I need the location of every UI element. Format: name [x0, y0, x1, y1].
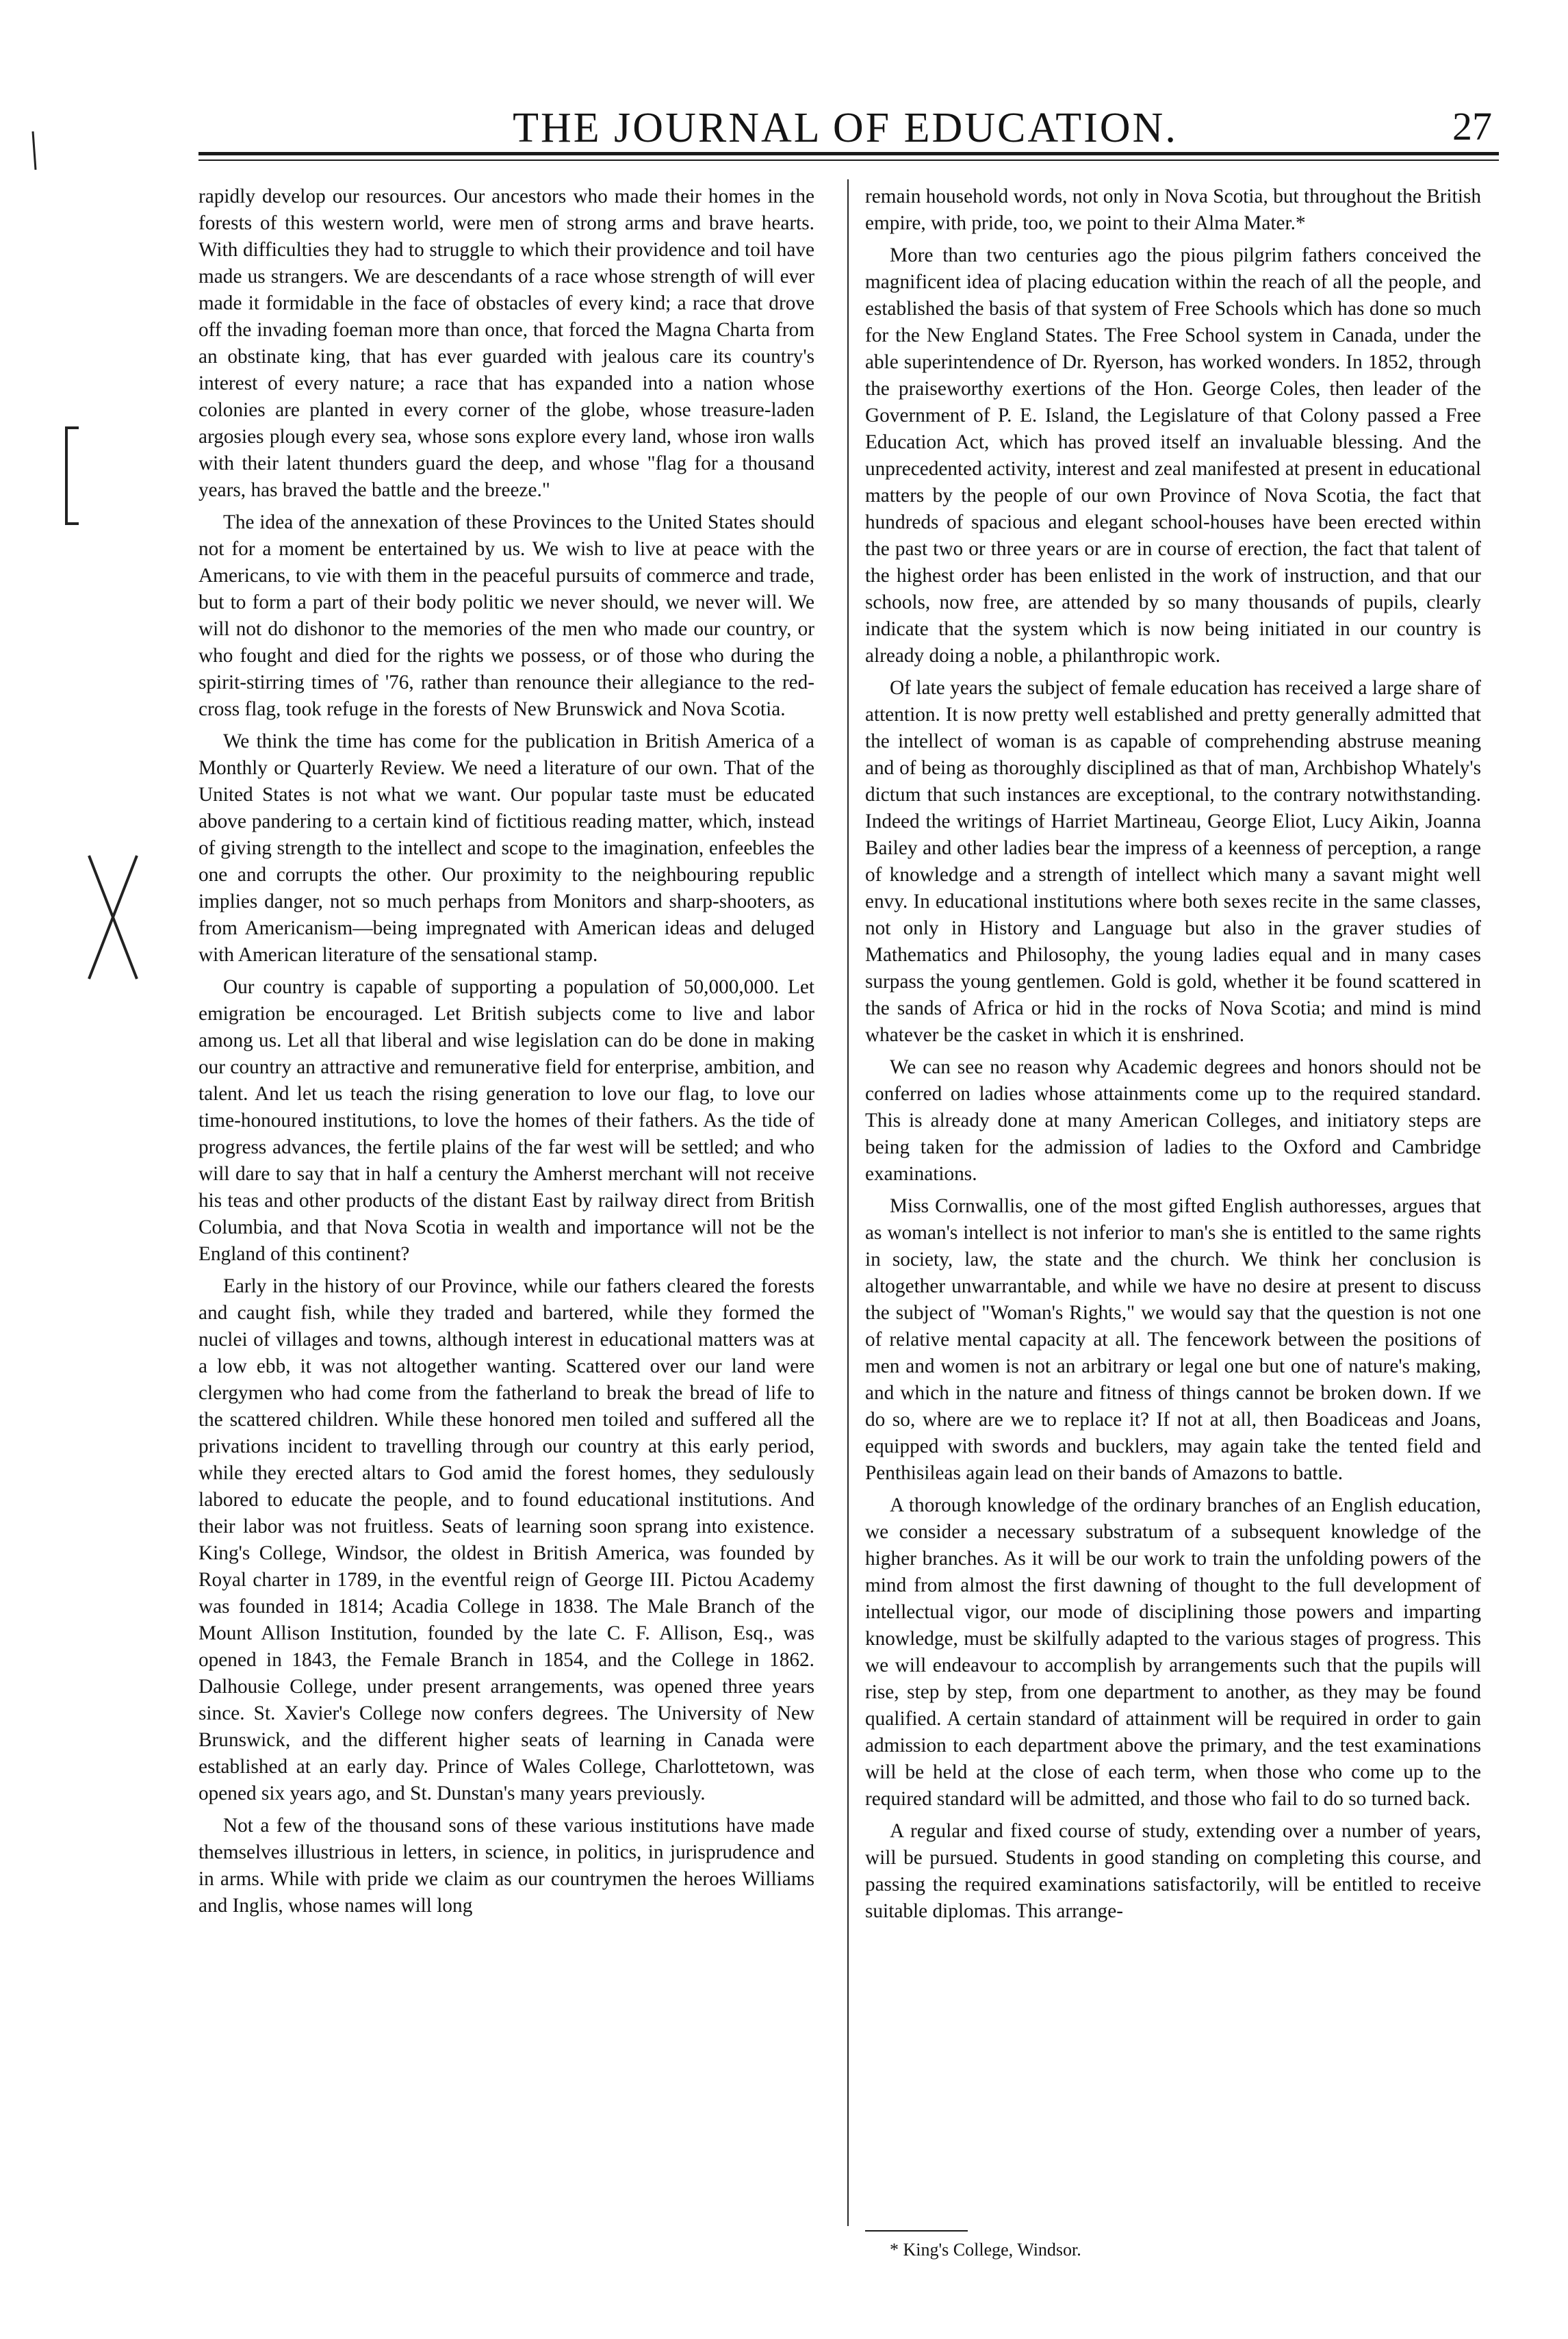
page-number: 27: [1452, 104, 1492, 149]
paragraph: rapidly develop our resources. Our ancestors who made their homes in the forests of this western world, were men of strong arms and brave hearts. With difficulties they had to struggle to which their providence and toil have made us strangers. We are descendants of a race whose strength of will ever made it formidable in the face of obstacles of every kind; a race that drove off the invading foeman more than once, that forced the Magna Charta from an obstinate king, that has ever guarded with jealous care its country's interest of every nature; a race that has expanded into a nation whose colonies are planted in every corner of the globe, whose treasure-laden argosies plough every sea, whose sons explore every land, whose iron walls with their latent thunders guard the deep, and whose "flag for a thousand years, has braved the battle and the breeze.": [198, 186, 814, 501]
left-column: [198, 183, 814, 2223]
paragraph: Early in the history of our Province, while our fathers cleared the forests and caught fish, while they traded and bartered, while they formed the nuclei of villages and towns, although interest in educational matters was at a low ebb, it was not altogether wanting. Scattered over our land were clergymen who had come from the fatherland to break the bread of life to the scattered children. While these honored men toiled and suffered all the privations incident to travelling through our country at this early period, while they erected altars to God amid the forest homes, they sedulously labored to educate the people, and to found educational institutions. And their labor was not fruitless. Seats of learning soon sprang into existence. King's College, Windsor, the oldest in British America, was founded by Royal charter in 1789, in the eventful reign of George III. Pictou Academy was founded in 1814; Acadia College in 1838. The Male Branch of the Mount Allison Institution, founded by the late C. F. Allison, Esq., was opened in 1843, the Female Branch in 1854, and the College in 1862. Dalhousie College, under present arrangements, was opened three years since. St. Xavier's College now confers degrees. The University of New Brunswick, and the different higher seats of learning in Canada were established at an early day. Prince of Wales College, Charlottetown, was opened six years ago, and St. Dunstan's many years previously.: [198, 1275, 814, 1804]
paragraph: More than two centuries ago the pious pilgrim fathers conceived the magnificent idea of placing education within the reach of all the people, and established the basis of that system of Free Schools which has done so much for the New England States. The Free School system in Canada, under the able superintendence of Dr. Ryerson, has worked wonders. In 1852, through the praiseworthy exertions of the Hon. George Coles, then leader of the Government of P. E. Island, the Legislature of that Colony passed a Free Education Act, which has proved itself an invaluable blessing. And the unprecedented activity, interest and zeal manifested at present in educational matters by the people of our own Province of Nova Scotia, the fact that hundreds of spacious and elegant school-houses have been erected within the past two or three years or are in course of erection, the fact that talent of the highest order has been enlisted in the work of instruction, and that our schools, now free, are attended by so many thousands of pupils, clearly indicate that the system which is now being initiated in our country is already doing a noble, a philanthropic work.: [865, 244, 1481, 667]
margin-bracket-mark: [58, 424, 86, 527]
paragraph: We can see no reason why Academic degrees and honors should not be conferred on ladies whose attainments come up to the required standard. This is already done at many American Colleges, and initiatory steps are being taken for the admission of ladies to the Oxford and Cambridge examinations.: [865, 1056, 1481, 1185]
column-divider: [847, 179, 849, 2226]
paragraph: Miss Cornwallis, one of the most gifted English authoresses, argues that as woman's intellect is not inferior to man's she is entitled to the same rights in society, law, the state and the church. We think her conclusion is altogether unwarrantable, and while we have no desire at present to discuss the subject of "Woman's Rights," we would say that the question is not one of relative mental capacity at all. The fencework between the positions of men and women is not an arbitrary or legal one but one of nature's making, and which in the nature and fitness of things cannot be broken down. If we do so, where are we to replace it? If not at all, then Boadiceas and Joans, equipped with swords and bucklers, may again take the tented field and Penthisileas again lead on their bands of Amazons to battle.: [865, 1195, 1481, 1484]
paragraph: Of late years the subject of female education has received a large share of attention. It is now pretty well established and pretty generally admitted that the intellect of woman is as capable of comprehending abstruse meaning and of being as thoroughly disciplined as that of man, Archbishop Whately's dictum that such instances are exceptional, to the contrary notwithstanding. Indeed the writings of Harriet Martineau, George Eliot, Lucy Aikin, Joanna Bailey and other ladies bear the impress of a keenness of perception, a range of knowledge and a strength of intellect which many a savant might well envy. In educational institutions where both sexes recite in the same classes, not only in History and Language but also in the graver studies of Mathematics and Philosophy, the young ladies equal and in many cases surpass the young gentlemen. Gold is gold, whether it be found scattered in the sands of Africa or hid in the rocks of Nova Scotia; and mind is mind whatever be the casket in which it is enshrined.: [865, 677, 1481, 1046]
paragraph: We think the time has come for the publication in British America of a Monthly or Quarterly Review. We need a literature of our own. That of the United States is not what we want. Our popular taste must be educated above pandering to a certain kind of fictitious reading matter, which, instead of giving strength to the intellect and scope to the imagination, enfeebles the one and corrupts the other. Our proximity to the neighbouring republic implies danger, not so much perhaps from Monitors and sharp-shooters, as from Americanism—being impregnated with American ideas and deluged with American literature of the sensational stamp.: [198, 730, 814, 966]
margin-tick-mark: [27, 130, 41, 171]
journal-title: THE JOURNAL OF EDUCATION.: [513, 105, 1178, 151]
paragraph: Not a few of the thousand sons of these various institutions have made themselves illustrious in letters, in science, in politics, in jurisprudence and in arms. While with pride we claim as our countrymen the heroes Williams and Inglis, whose names will long: [198, 1815, 814, 1917]
margin-x-mark: [82, 849, 144, 986]
header-rule-thin: [198, 159, 1499, 161]
paragraph: Our country is capable of supporting a population of 50,000,000. Let emigration be encouraged. Let British subjects come to live and labor among us. Let all that liberal and wise legislation can do be done in making our country an attractive and remunerative field for enterprise, ambition, and talent. And let us teach the rising generation to love our flag, to love our time-honoured institutions, to love the homes of their fathers. As the tide of progress advances, the fertile plains of the far west will be settled; and who will dare to say that in half a century the Amherst merchant will not receive his teas and other products of the distant East by railway direct from British Columbia, and that Nova Scotia in wealth and importance will not be the England of this continent?: [198, 976, 814, 1265]
paragraph: A thorough knowledge of the ordinary branches of an English education, we consider a necessary substratum of a subsequent knowledge of the higher branches. As it will be our work to train the unfolding powers of the mind from almost the first dawning of thought to the full development of intellectual vigor, our mode of disciplining those powers and imparting knowledge, must be skilfully adapted to the various stages of progress. This we will endeavour to accomplish by arrangements such that the pupils will rise, step by step, from one department to another, as they may be found qualified. A certain standard of attainment will be required in order to gain admission to each department above the primary, and the test examinations will be held at the close of each term, when those who come up to the required standard will be admitted, and those who fail to do so turned back.: [865, 1494, 1481, 1810]
page-header: [198, 103, 1492, 171]
paragraph: remain household words, not only in Nova Scotia, but throughout the British empire, with pride, too, we point to their Alma Mater.*: [865, 186, 1481, 234]
paragraph: The idea of the annexation of these Provinces to the United States should not for a moment be entertained by us. We wish to live at peace with the Americans, to vie with them in the peaceful pursuits of commerce and trade, but to form a part of their body politic we never should, we never will. We will not do dishonor to the memories of the men who made our country, or who fought and died for the rights we possess, or of those who during the spirit-stirring times of '76, rather than renounce their allegiance to the red-cross flag, took refuge in the forests of New Brunswick and Nova Scotia.: [198, 511, 814, 720]
footnote: * King's College, Windsor.: [890, 2240, 1081, 2260]
header-rule-thick: [198, 152, 1499, 155]
right-column: [865, 183, 1481, 2223]
paragraph: A regular and fixed course of study, extending over a number of years, will be pursued. Students in good standing on completing this course, and passing the required examinations satisfactorily, will be entitled to receive suitable diplomas. This arrange-: [865, 1820, 1481, 1922]
footnote-rule: [865, 2230, 968, 2232]
